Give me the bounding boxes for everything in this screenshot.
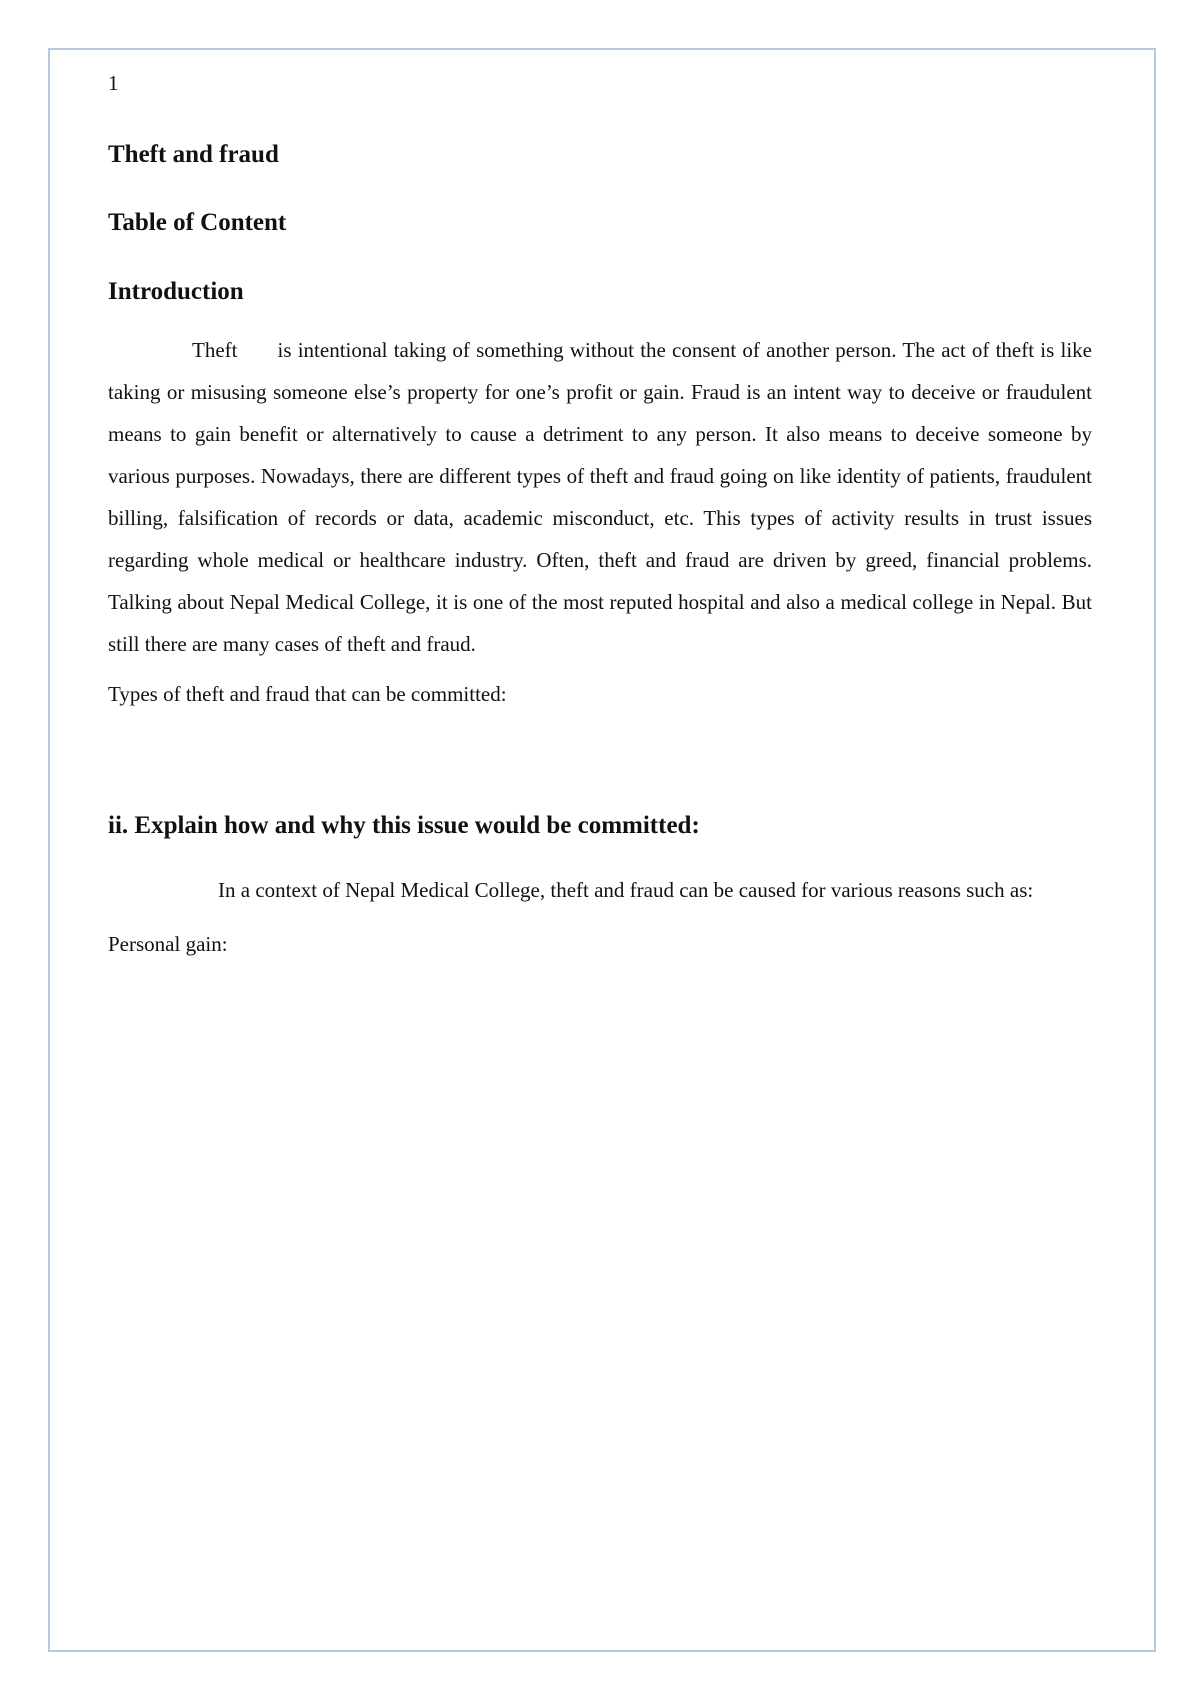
context-paragraph xyxy=(108,869,1092,911)
context-paragraph-text: In a context of Nepal Medical College, theft and fraud can be caused for various reasons such as: xyxy=(218,878,1034,902)
toc-heading: Table of Content xyxy=(108,209,287,236)
intro-paragraph xyxy=(108,329,1092,665)
document-body xyxy=(108,70,1092,959)
intro-lead-word: Theft xyxy=(192,338,238,362)
intro-heading: Introduction xyxy=(108,278,244,305)
types-line: Types of theft and fraud that can be committed: xyxy=(108,682,507,706)
personal-gain-line: Personal gain: xyxy=(108,932,228,956)
page-number: 1 xyxy=(108,71,119,95)
intro-paragraph-text: is intentional taking of something without the consent of another person. The act of theft is like taking or misusing someone else’s property for one’s profit or gain. Fraud is an intent way to deceive or fraudulent means to gain benefit or alternatively to cause a detriment to any person. It also means to deceive someone by various purposes. Nowadays, there are different types of theft and fraud going on like identity of patients, fraudulent billing, falsification of records or data, academic misconduct, etc. This types of activity results in trust issues regarding whole medical or healthcare industry. Often, theft and fraud are driven by greed, financial problems. Talking about Nepal Medical College, it is one of the most reputed hospital and also a medical college in Nepal. But still there are many cases of theft and fraud. xyxy=(108,338,1092,656)
document-title: Theft and fraud xyxy=(108,141,279,168)
section-heading: ii. Explain how and why this issue would be committed: xyxy=(108,812,700,839)
